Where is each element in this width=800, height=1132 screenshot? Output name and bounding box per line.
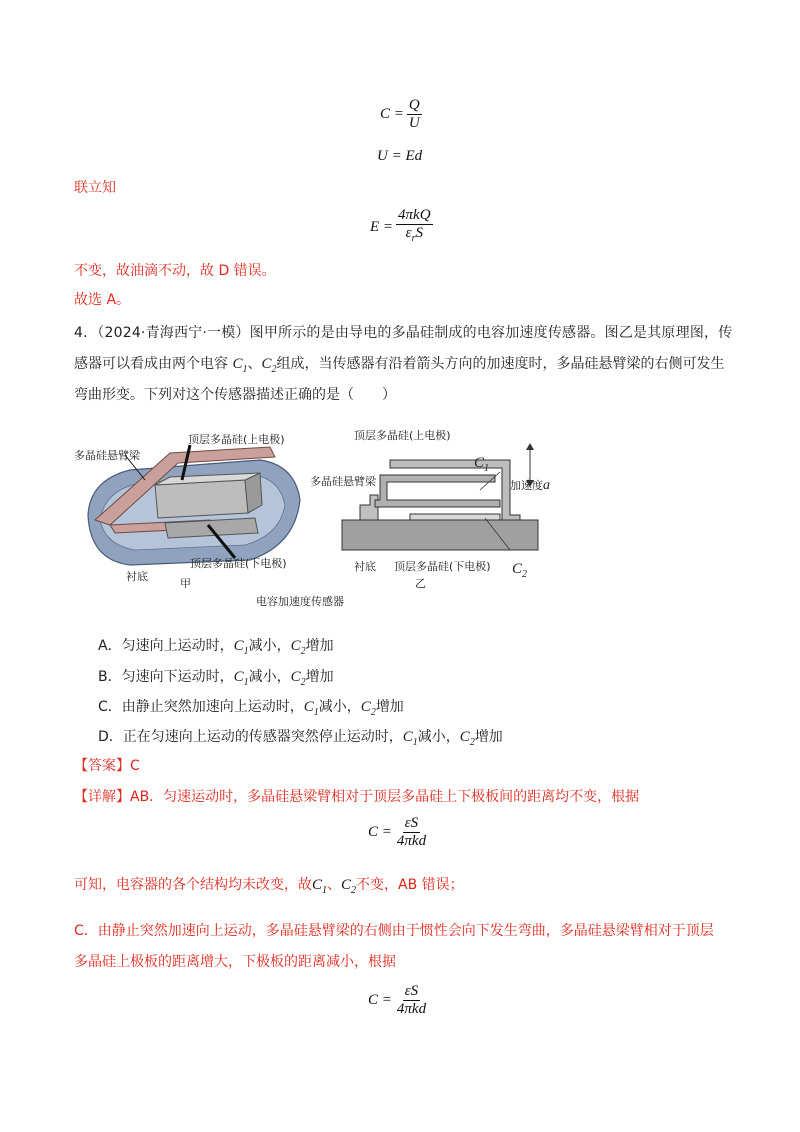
option-a: A．匀速向上运动时，$C_1$减小，$C_2$增加: [98, 638, 334, 657]
eq1-lhs: C =: [380, 106, 404, 122]
left-label-bottom: 顶层多晶硅(下电极): [190, 557, 287, 570]
c2-symbol: $C_2$: [261, 356, 277, 375]
eq1-denominator: U: [408, 115, 420, 131]
right-label-beam: 多晶硅悬臂梁: [310, 475, 376, 488]
q4-line-3: 弯曲形变。下列对这个传感器描述正确的是（ ）: [74, 387, 396, 403]
option-b: B．匀速向下运动时，$C_1$减小，$C_2$增加: [98, 669, 334, 688]
eq5-lhs: C =: [368, 992, 392, 1008]
eq1-fraction: [407, 97, 422, 132]
label-c1: $C_1$: [474, 455, 490, 474]
explain-c-line-2: 多晶硅上极板的距离增大，下极板的距离减小，根据: [74, 954, 396, 970]
eq3-fraction: [396, 207, 433, 247]
text-line-guxuan: 故选 A。: [74, 292, 131, 308]
eq4-denominator: 4πkd: [396, 833, 427, 849]
left-label-substrate: 衬底: [126, 570, 148, 583]
eq1-numerator: Q: [408, 97, 420, 113]
equation-capacitance-5: [368, 983, 428, 1018]
sensor-figure: [70, 425, 570, 610]
c1-symbol: $C_1$: [232, 356, 248, 375]
figure-caption: 电容加速度传感器: [256, 595, 344, 608]
left-label-top: 顶层多晶硅(上电极): [188, 433, 285, 446]
right-caption-yi: 乙: [415, 577, 426, 590]
q4-line-1: 4．（2024·青海西宁·一模）图甲所示的是由导电的多晶硅制成的电容加速度传感器。图乙是其原理图，传: [74, 325, 733, 341]
eq2-text: U = Ed: [377, 148, 423, 164]
figure-yi-schematic: [340, 440, 540, 570]
right-label-top: 顶层多晶硅(上电极): [354, 429, 451, 442]
eq5-fraction: [395, 983, 428, 1018]
eq3-lhs: E =: [370, 218, 394, 235]
equation-capacitance-4: [368, 815, 428, 850]
conclude-ab-line: 可知，电容器的各个结构均未改变，故$C_1$、$C_2$不变，AB 错误；: [74, 877, 464, 896]
eq5-denominator: 4πkd: [396, 1001, 427, 1017]
left-label-beam: 多晶硅悬臂梁: [74, 449, 140, 462]
eq4-numerator: εS: [404, 815, 419, 831]
text-lianlizhi: 联立知: [74, 180, 116, 196]
eq3-numerator: 4πkQ: [398, 207, 431, 223]
right-label-substrate: 衬底: [354, 560, 376, 573]
text-line-bubian: 不变，故油滴不动，故 D 错误。: [74, 263, 276, 279]
equation-u-ed: [377, 148, 422, 165]
left-caption-jia: 甲: [180, 577, 191, 590]
eq4-lhs: C =: [368, 824, 392, 840]
explain-c-line-1: C．由静止突然加速向上运动，多晶硅悬臂梁的右侧由于惯性会向下发生弯曲，多晶硅悬梁臂相对于顶层: [74, 923, 714, 939]
eq3-denominator: $\varepsilon_rS$: [405, 225, 423, 244]
eq4-fraction: [395, 815, 428, 850]
equation-capacitance-q-u: [380, 97, 422, 132]
equation-e-field: [370, 207, 433, 247]
label-c2: $C_2$: [512, 561, 528, 580]
label-acceleration: 加速度a: [510, 478, 550, 493]
right-label-bottom: 顶层多晶硅(下电极): [394, 560, 491, 573]
q4-line-2: 感器可以看成由两个电容 $C_1$、$C_2$组成，当传感器有沿着箭头方向的加速度时，多晶硅悬臂梁的右侧可发生: [74, 356, 725, 375]
eq5-numerator: εS: [404, 983, 419, 999]
option-d: D．正在匀速向上运动的传感器突然停止运动时，$C_1$减小，$C_2$增加: [98, 729, 503, 748]
option-c: C．由静止突然加速向上运动时，$C_1$减小，$C_2$增加: [98, 699, 404, 718]
answer-label: 【答案】C: [74, 758, 140, 774]
explain-ab-line: 【详解】AB．匀速运动时，多晶硅悬梁臂相对于顶层多晶硅上下极板间的距离均不变，根据: [74, 789, 640, 805]
